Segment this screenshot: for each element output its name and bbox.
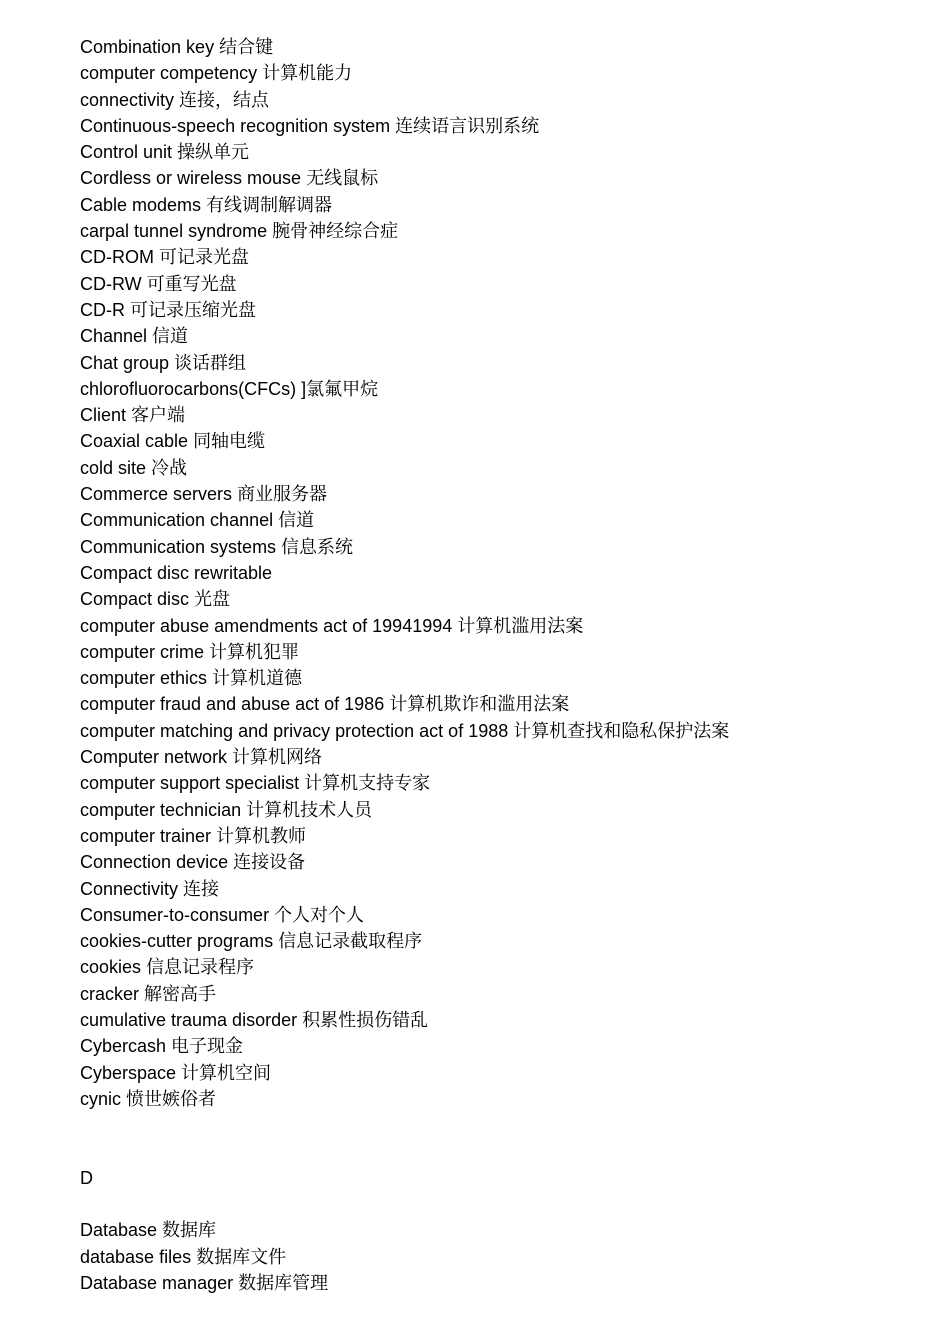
glossary-entry: cynic 愤世嫉俗者 <box>80 1088 217 1109</box>
glossary-entry: Connection device 连接设备 <box>80 852 306 873</box>
glossary-entry: Database manager 数据库管理 <box>80 1272 329 1293</box>
section-heading-d: D <box>80 1167 93 1188</box>
glossary-entry: Computer network 计算机网络 <box>80 747 323 768</box>
glossary-entry: computer support specialist 计算机支持专家 <box>80 773 431 794</box>
glossary-entry: Client 客户端 <box>80 405 186 426</box>
glossary-entry: computer technician 计算机技术人员 <box>80 799 373 820</box>
glossary-entry: Communication channel 信道 <box>80 510 315 531</box>
glossary-entry: Communication systems 信息系统 <box>80 536 354 557</box>
glossary-entry: Cyberspace 计算机空间 <box>80 1062 272 1083</box>
glossary-entry: Database 数据库 <box>80 1220 217 1241</box>
glossary-entry: Cable modems 有线调制解调器 <box>80 194 333 215</box>
glossary-entry: cracker 解密高手 <box>80 983 217 1004</box>
glossary-entry: cumulative trauma disorder 积累性损伤错乱 <box>80 1009 429 1030</box>
blank-line <box>80 1191 920 1217</box>
glossary-entry: Coaxial cable 同轴电缆 <box>80 431 266 452</box>
glossary-entry: cold site 冷战 <box>80 457 188 478</box>
glossary-entry: chlorofluorocarbons(CFCs) ]氯氟甲烷 <box>80 378 379 399</box>
glossary-entry: Continuous-speech recognition system 连续语言识别系统 <box>80 115 540 136</box>
glossary-entry: CD-ROM 可记录光盘 <box>80 247 249 268</box>
glossary-entry: cookies-cutter programs 信息记录截取程序 <box>80 931 423 952</box>
glossary-entry: Cybercash 电子现金 <box>80 1036 244 1057</box>
glossary-entry: database files 数据库文件 <box>80 1246 287 1267</box>
blank-line <box>80 1112 920 1138</box>
glossary-entry: Chat group 谈话群组 <box>80 352 247 373</box>
glossary-entry: computer fraud and abuse act of 1986 计算机欺诈和滥用法案 <box>80 694 570 715</box>
glossary-entry: carpal tunnel syndrome 腕骨神经综合症 <box>80 221 399 242</box>
glossary-entry: Control unit 操纵单元 <box>80 142 250 163</box>
glossary-entry: Consumer-to-consumer 个人对个人 <box>80 904 365 925</box>
glossary-entry: computer abuse amendments act of 19941994 计算机滥用法案 <box>80 615 584 636</box>
glossary-entry: computer competency 计算机能力 <box>80 63 353 84</box>
glossary-entry: connectivity 连接，结点 <box>80 89 270 110</box>
glossary-entry: Compact disc 光盘 <box>80 589 231 610</box>
glossary-entry: CD-RW 可重写光盘 <box>80 273 237 294</box>
glossary-entry: computer ethics 计算机道德 <box>80 668 303 689</box>
glossary-entry: Commerce servers 商业服务器 <box>80 484 328 505</box>
glossary-entry: Cordless or wireless mouse 无线鼠标 <box>80 168 379 189</box>
glossary-entry: computer trainer 计算机教师 <box>80 825 307 846</box>
glossary-entry: cookies 信息记录程序 <box>80 957 255 978</box>
glossary-entry: computer matching and privacy protection act of 1988 计算机查找和隐私保护法案 <box>80 720 730 741</box>
glossary-entry: Compact disc rewritable <box>80 562 273 583</box>
glossary-entry: Connectivity 连接 <box>80 878 220 899</box>
glossary-entry: Channel 信道 <box>80 326 189 347</box>
blank-line <box>80 1138 920 1164</box>
glossary-page <box>80 34 920 1296</box>
glossary-entry: computer crime 计算机犯罪 <box>80 641 300 662</box>
glossary-entry: CD-R 可记录压缩光盘 <box>80 299 256 320</box>
glossary-entry: Combination key 结合键 <box>80 37 274 57</box>
